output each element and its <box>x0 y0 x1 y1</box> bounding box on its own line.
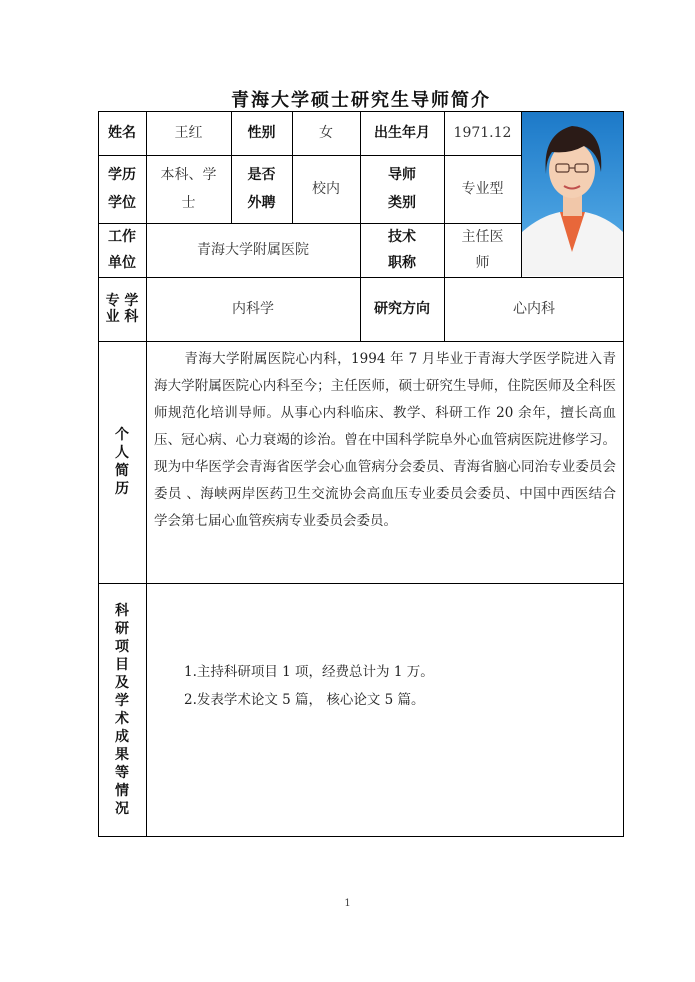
work-unit-label-line: 单位 <box>108 255 136 271</box>
list-item: 1.主持科研项目 1 项，经费总计为 1 万。 <box>184 664 434 680</box>
education-value <box>146 155 231 223</box>
supervisor-type-value: 专业型 <box>461 181 504 197</box>
work-unit-value: 青海大学附属医院 <box>197 242 309 258</box>
birth-label: 出生年月 <box>374 125 430 141</box>
name-label: 姓名 <box>108 125 136 141</box>
portrait-photo-graphic <box>522 112 623 276</box>
major-label-line: 业 科 <box>105 309 139 325</box>
research-label-char: 情 <box>115 783 129 799</box>
row-line <box>98 341 624 342</box>
bio-label-char: 简 <box>115 463 129 479</box>
page-title: 青海大学硕士研究生导师简介 <box>231 90 491 111</box>
tech-title-value <box>444 223 521 277</box>
education-label-line: 学历 <box>108 167 136 183</box>
list-item: 2.发表学术论文 5 篇， 核心论文 5 篇。 <box>184 692 425 708</box>
research-direction-value: 心内科 <box>513 301 555 317</box>
education-label-line: 学位 <box>108 195 136 211</box>
major-label <box>98 277 146 341</box>
supervisor-type-label <box>360 155 444 223</box>
external-hire-label <box>231 155 292 223</box>
research-label-char: 果 <box>115 747 129 763</box>
name-value: 王红 <box>174 125 203 141</box>
row-line <box>98 583 624 584</box>
bio-label <box>98 341 146 583</box>
education-value-line: 士 <box>181 195 196 211</box>
research-direction-label: 研究方向 <box>374 301 430 317</box>
research-label-char: 项 <box>115 639 129 655</box>
tech-title-value-line: 师 <box>475 255 490 271</box>
research-label-char: 目 <box>115 657 129 673</box>
supervisor-type-label-line: 类别 <box>388 195 416 211</box>
work-unit-label <box>98 223 146 277</box>
tech-title-label-line: 技术 <box>388 229 416 245</box>
major-label-line: 专 学 <box>105 293 139 309</box>
research-label-char: 术 <box>115 711 129 727</box>
bio-label-char: 个 <box>115 427 129 443</box>
research-label-char: 等 <box>115 765 129 781</box>
work-unit-label-line: 工作 <box>108 229 136 245</box>
research-label-char: 科 <box>115 603 129 619</box>
bio-label-char: 历 <box>115 481 129 497</box>
education-value-line: 本科、学 <box>160 167 217 183</box>
bio-label-char: 人 <box>115 445 129 461</box>
portrait-photo <box>522 112 623 276</box>
research-label-char: 及 <box>115 675 129 691</box>
bio-text: 青海大学附属医院心内科，1994 年 7 月毕业于青海大学医学院进入青海大学附属医院心内科至今；主任医师，硕士研究生导师，住院医师及全科医师规范化培训导师。从事心内科临床、教学、科研工作 20 余年，擅长高血压、冠心病、心力衰竭的诊治。曾在中国科学院阜外心血管病医院进修学习。现为中华医学会青海省医学会心血管病分会委员、青海省脑心同治专业委员会委员 、海峡两岸医药卫生交流协会高血压专业委员会委员、中国中西医结合学会第七届心血管疾病专业委员会委员。 <box>154 351 616 529</box>
tech-title-label <box>360 223 444 277</box>
education-label <box>98 155 146 223</box>
gender-value: 女 <box>319 125 333 141</box>
tech-title-label-line: 职称 <box>388 255 416 271</box>
external-hire-label-line: 外聘 <box>247 195 276 211</box>
research-label-char: 成 <box>115 729 129 745</box>
external-hire-value: 校内 <box>312 181 340 197</box>
research-label-char: 况 <box>115 801 129 817</box>
research-list <box>184 658 434 714</box>
birth-value: 1971.12 <box>453 125 512 141</box>
external-hire-label-line: 是否 <box>247 167 276 183</box>
research-label <box>98 583 146 837</box>
bio-text-block <box>154 346 616 535</box>
supervisor-type-label-line: 导师 <box>388 167 416 183</box>
page-number: 1 <box>344 898 351 909</box>
gender-label: 性别 <box>247 125 276 141</box>
research-label-char: 学 <box>115 693 129 709</box>
research-label-char: 研 <box>115 621 129 637</box>
major-value: 内科学 <box>232 301 274 317</box>
tech-title-value-line: 主任医 <box>461 229 504 245</box>
